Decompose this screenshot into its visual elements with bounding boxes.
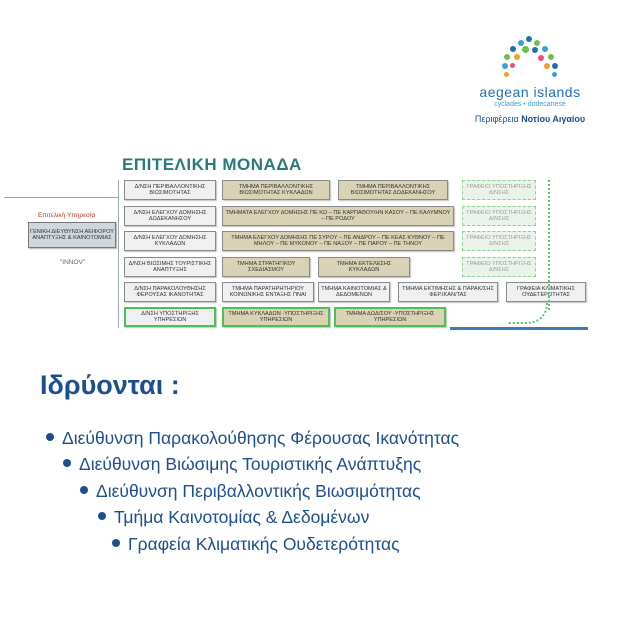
- department-box: ΤΜΗΜΑ ΚΥΚΛΑΔΩΝ -ΥΠΟΣΤΗΡΙΞΗΣ ΥΠΗΡΕΣΙΩΝ: [222, 307, 330, 327]
- logo-dots-mark: [502, 36, 562, 86]
- dotted-connector: [548, 180, 550, 310]
- logo-region-prefix: Περιφέρεια: [474, 114, 519, 124]
- bottom-bar: [450, 327, 588, 330]
- director-box: Δ/ΝΣΗ ΠΕΡΙΒΑΛΛΟΝΤΙΚΗΣ ΒΙΩΣΙΜΟΤΗΤΑΣ: [124, 180, 216, 200]
- list-item: [98, 507, 369, 528]
- list-item-text: Διεύθυνση Βιώσιμης Τουριστικής Ανάπτυξης: [79, 454, 422, 474]
- department-box: ΤΜΗΜΑ ΔΩΔ/ΣΟΥ -ΥΠΟΣΤΗΡΙΞΗΣ ΥΠΗΡΕΣΙΩΝ: [334, 307, 446, 327]
- list-item: [63, 454, 421, 475]
- logo-wordmark: aegean islands: [479, 84, 581, 100]
- region-logo: [470, 36, 590, 126]
- list-item-text: Διεύθυνση Παρακολούθησης Φέρουσας Ικανότητας: [62, 428, 460, 448]
- director-box: Δ/ΝΣΗ ΕΛΕΓΧΟΥ ΔΟΜΗΣΗΣ ΚΥΚΛΑΔΩΝ: [124, 231, 216, 251]
- logo-region: [470, 114, 590, 124]
- office-box: ΓΡΑΦΕΙΟ ΥΠΟΣΤΗΡΙΞΗΣ Δ/ΝΣΗΣ: [462, 231, 536, 251]
- department-box: ΤΜΗΜΑ ΕΚΤΙΜΗΣΗΣ & ΠΑΡΑΚ/ΣΗΣ ΦΕΡ.ΙΚΑΝ/ΤΑΣ: [398, 282, 498, 302]
- department-box: ΤΜΗΜΑ ΠΑΡΑΤΗΡΗΤΗΡΙΟΥ ΚΟΙΝΩΝΙΚΗΣ ΕΝΤΑΞΗΣ ΠΝΑΙ: [222, 282, 314, 302]
- director-box: Δ/ΝΣΗ ΒΙΩΣΙΜΗΣ ΤΟΥΡΙΣΤΙΚΗΣ ΑΝΑΠΤΥΞΗΣ: [124, 257, 216, 277]
- connector-line: [4, 197, 119, 198]
- dotted-connector: [508, 302, 548, 324]
- office-box: ΓΡΑΦΕΙΟ ΥΠΟΣΤΗΡΙΞΗΣ Δ/ΝΣΗΣ: [462, 206, 536, 226]
- department-box: ΤΜΗΜΑ ΕΚΤΕΛΕΣΗΣ ΚΥΚΛΑΔΩΝ: [318, 257, 410, 277]
- logo-subtitle: cyclades • dodecanese: [494, 101, 566, 108]
- office-box: ΓΡΑΦΕΙΑ ΚΛΙΜΑΤΙΚΗΣ ΟΥΔΕΤΕΡΟΤΗΤΑΣ: [506, 282, 586, 302]
- side-label: Επιτελική Υπηρεσία: [38, 212, 96, 219]
- office-box: ΓΡΑΦΕΙΟ ΥΠΟΣΤΗΡΙΞΗΣ Δ/ΝΣΗΣ: [462, 257, 536, 277]
- department-box: ΤΜΗΜΑ ΠΕΡΙΒΑΛΛΟΝΤΙΚΗΣ ΒΙΩΣΙΜΟΤΗΤΑΣ ΚΥΚΛΑΔΩΝ: [222, 180, 330, 200]
- logo-region-name: Νοτίου Αιγαίου: [521, 114, 586, 124]
- page-heading: Ιδρύονται :: [40, 370, 180, 400]
- department-box: ΤΜΗΜΑ ΚΑΙΝΟΤΟΜΙΑΣ & ΔΕΔΟΜΕΝΩΝ: [318, 282, 390, 302]
- bullet-icon: [80, 486, 88, 494]
- department-box: ΤΜΗΜΑ ΕΛΕΓΧΟΥ ΔΟΜΗΣΗΣ ΠΕ ΣΥΡΟΥ – ΠΕ ΑΝΔΡΟΥ – ΠΕ ΚΕΑΣ ΚΥΘΝΟΥ – ΠΕ ΜΗΛΟΥ – ΠΕ ΜΥΚΟΝΟΥ – ΠΕ ΝΑΞΟΥ – ΠΕ ΠΑΡΟΥ – ΠΕ ΤΗΝΟΥ: [222, 231, 454, 251]
- bullet-icon: [98, 512, 106, 520]
- list-item: [46, 428, 459, 449]
- list-item-text: Γραφεία Κλιματικής Ουδετερότητας: [128, 534, 400, 554]
- chart-title: ΕΠΙΤΕΛΙΚΗ ΜΟΝΑΔΑ: [122, 155, 302, 174]
- list-item-text: Τμήμα Καινοτομίας & Δεδομένων: [114, 507, 370, 527]
- department-box: ΤΜΗΜΑ ΠΕΡΙΒΑΛΛΟΝΤΙΚΗΣ ΒΙΩΣΙΜΟΤΗΤΑΣ ΔΩΔΕΚΑΝΗΣΟΥ: [338, 180, 448, 200]
- bullet-icon: [46, 433, 54, 441]
- innov-label: "INNOV": [60, 259, 86, 266]
- list-item-text: Διεύθυνση Περιβαλλοντικής Βιωσιμότητας: [96, 481, 421, 501]
- director-box: Δ/ΝΣΗ ΥΠΟΣΤΗΡΙΞΗΣ ΥΠΗΡΕΣΙΩΝ: [124, 307, 216, 327]
- department-box: ΤΜΗΜΑΤΑ ΕΛΕΓΧΟΥ ΔΟΜΗΣΗΣ ΠΕ ΚΩ – ΠΕ ΚΑΡΠΑΘΟΥ/ΗΝ ΚΑΣΟΥ – ΠΕ ΚΑΛΥΜΝΟΥ – ΠΕ ΡΟΔΟΥ: [222, 206, 454, 226]
- org-chart: [0, 150, 620, 340]
- general-directorate-box: ΓΕΝΙΚΗ ΔΙΕΥΘΥΝΣΗ ΑΕΙΦΟΡΟΥ ΑΝΑΠΤΥΞΗΣ & ΚΑΙΝΟΤΟΜΙΑΣ: [28, 222, 116, 248]
- office-box: ΓΡΑΦΕΙΟ ΥΠΟΣΤΗΡΙΞΗΣ Δ/ΝΣΗΣ: [462, 180, 536, 200]
- list-item: [80, 481, 421, 502]
- department-box: ΤΜΗΜΑ ΣΤΡΑΤΗΓΙΚΟΥ ΣΧΕΔΙΑΣΜΟΥ: [222, 257, 310, 277]
- bullet-icon: [112, 539, 120, 547]
- bullet-icon: [63, 459, 71, 467]
- director-box: Δ/ΝΣΗ ΕΛΕΓΧΟΥ ΔΟΜΗΣΗΣ ΔΩΔΕΚΑΝΗΣΟΥ: [124, 206, 216, 226]
- connector-line: [118, 180, 119, 328]
- list-item: [112, 534, 400, 555]
- director-box: Δ/ΝΣΗ ΠΑΡΑΚΟΛΟΥΘΗΣΗΣ ΦΕΡΟΥΣΑΣ ΙΚΑΝΟΤΗΤΑΣ: [124, 282, 216, 302]
